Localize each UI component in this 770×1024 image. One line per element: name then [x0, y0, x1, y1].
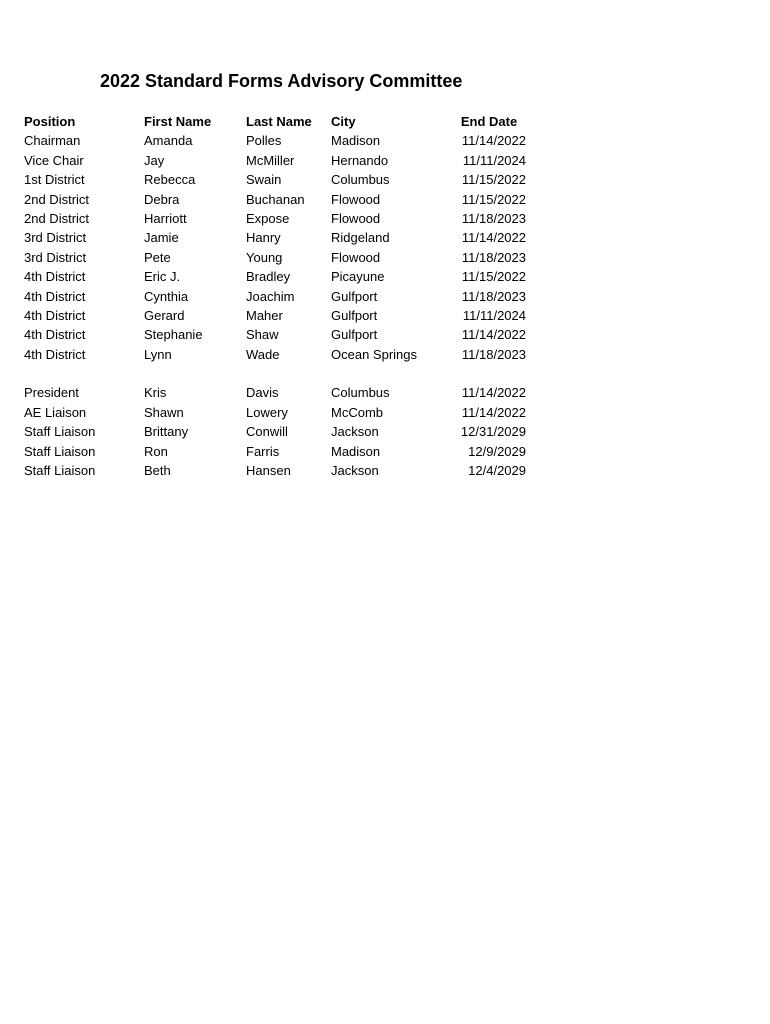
cell-end-date: 11/11/2024	[462, 152, 526, 168]
cell-position: 4th District	[24, 269, 86, 285]
table-row	[24, 151, 544, 170]
cell-last-name: Swain	[246, 172, 282, 188]
cell-position: Staff Liaison	[24, 463, 96, 479]
cell-last-name: Hanry	[246, 230, 281, 246]
cell-end-date: 11/18/2023	[461, 288, 526, 304]
cell-position: 4th District	[24, 327, 86, 343]
table-row	[24, 345, 544, 364]
cell-end-date: 12/31/2029	[460, 424, 526, 440]
cell-end-date: 11/18/2023	[461, 210, 526, 226]
cell-position: Chairman	[24, 133, 81, 149]
cell-first-name: Shawn	[144, 404, 184, 420]
cell-first-name: Cynthia	[144, 288, 189, 304]
cell-city: Flowood	[331, 249, 381, 265]
members-section	[24, 131, 544, 364]
cell-city: Columbus	[331, 385, 390, 401]
cell-position: 4th District	[24, 307, 86, 323]
cell-city: Columbus	[331, 172, 390, 188]
table-row	[24, 248, 544, 267]
cell-first-name: Stephanie	[144, 327, 203, 343]
cell-end-date: 11/14/2022	[461, 133, 526, 149]
cell-position: 4th District	[24, 346, 86, 362]
cell-last-name: McMiller	[246, 152, 295, 168]
table-row	[24, 306, 544, 325]
cell-last-name: Farris	[246, 443, 280, 459]
cell-end-date: 12/9/2029	[468, 443, 526, 459]
table-row	[24, 267, 544, 286]
cell-position: 2nd District	[24, 191, 90, 207]
cell-last-name: Conwill	[246, 424, 288, 440]
cell-position: Staff Liaison	[24, 424, 96, 440]
cell-first-name: Jay	[144, 152, 165, 168]
table-row	[24, 422, 544, 441]
cell-last-name: Expose	[246, 210, 290, 226]
cell-last-name: Shaw	[246, 327, 279, 343]
header-end-date: End Date	[460, 114, 518, 129]
cell-last-name: Wade	[246, 346, 280, 362]
committee-table	[24, 112, 544, 480]
cell-last-name: Young	[246, 249, 283, 265]
cell-position: 1st District	[24, 172, 85, 188]
cell-last-name: Lowery	[246, 404, 288, 420]
cell-end-date: 11/11/2024	[462, 307, 526, 323]
cell-last-name: Polles	[246, 133, 282, 149]
section-spacer	[24, 364, 544, 383]
table-row	[24, 383, 544, 402]
table-row	[24, 287, 544, 306]
cell-first-name: Pete	[144, 249, 171, 265]
cell-position: Staff Liaison	[24, 443, 96, 459]
cell-first-name: Lynn	[144, 346, 172, 362]
cell-first-name: Eric J.	[144, 269, 181, 285]
cell-end-date: 11/18/2023	[461, 249, 526, 265]
cell-position: 3rd District	[24, 249, 87, 265]
table-row	[24, 170, 544, 189]
cell-last-name: Bradley	[246, 269, 291, 285]
header-city: City	[331, 114, 356, 129]
cell-city: Picayune	[331, 269, 385, 285]
table-row	[24, 403, 544, 422]
table-row	[24, 209, 544, 228]
cell-first-name: Gerard	[144, 307, 185, 323]
cell-last-name: Maher	[246, 307, 283, 323]
table-row	[24, 228, 544, 247]
cell-position: Vice Chair	[24, 152, 84, 168]
table-row	[24, 131, 544, 150]
cell-last-name: Hansen	[246, 463, 291, 479]
cell-first-name: Ron	[144, 443, 168, 459]
cell-last-name: Buchanan	[246, 191, 305, 207]
cell-end-date: 12/4/2029	[468, 463, 526, 479]
cell-city: Madison	[331, 443, 381, 459]
table-row	[24, 325, 544, 344]
table-row	[24, 461, 544, 480]
cell-end-date: 11/14/2022	[461, 385, 526, 401]
cell-end-date: 11/15/2022	[461, 172, 526, 188]
cell-first-name: Brittany	[144, 424, 189, 440]
cell-city: Hernando	[331, 152, 389, 168]
officers-section	[24, 383, 544, 480]
cell-last-name: Joachim	[246, 288, 295, 304]
header-last-name: Last Name	[246, 114, 312, 129]
cell-first-name: Amanda	[144, 133, 193, 149]
cell-end-date: 11/15/2022	[461, 191, 526, 207]
cell-position: President	[24, 385, 79, 401]
cell-first-name: Kris	[144, 385, 167, 401]
cell-first-name: Harriott	[144, 210, 187, 226]
table-header-row	[24, 112, 544, 131]
cell-end-date: 11/18/2023	[461, 346, 526, 362]
cell-city: Ocean Springs	[331, 346, 417, 362]
cell-city: Jackson	[331, 424, 379, 440]
header-first-name: First Name	[144, 114, 212, 129]
cell-end-date: 11/14/2022	[461, 327, 526, 343]
cell-first-name: Jamie	[144, 230, 179, 246]
cell-first-name: Rebecca	[144, 172, 196, 188]
header-position: Position	[24, 114, 76, 129]
cell-city: Ridgeland	[331, 230, 390, 246]
cell-city: Gulfport	[331, 288, 378, 304]
cell-last-name: Davis	[246, 385, 279, 401]
table-row	[24, 190, 544, 209]
cell-position: 3rd District	[24, 230, 87, 246]
cell-city: Jackson	[331, 463, 379, 479]
cell-position: 4th District	[24, 288, 86, 304]
cell-end-date: 11/14/2022	[461, 404, 526, 420]
cell-city: McComb	[331, 404, 384, 420]
cell-city: Flowood	[331, 191, 381, 207]
cell-city: Gulfport	[331, 307, 378, 323]
cell-position: 2nd District	[24, 210, 90, 226]
cell-city: Gulfport	[331, 327, 378, 343]
cell-first-name: Beth	[144, 463, 171, 479]
cell-end-date: 11/15/2022	[461, 269, 526, 285]
cell-position: AE Liaison	[24, 404, 87, 420]
cell-city: Flowood	[331, 210, 381, 226]
cell-end-date: 11/14/2022	[461, 230, 526, 246]
cell-city: Madison	[331, 133, 381, 149]
table-row	[24, 442, 544, 461]
cell-first-name: Debra	[144, 191, 180, 207]
page-title: 2022 Standard Forms Advisory Committee	[100, 71, 463, 91]
